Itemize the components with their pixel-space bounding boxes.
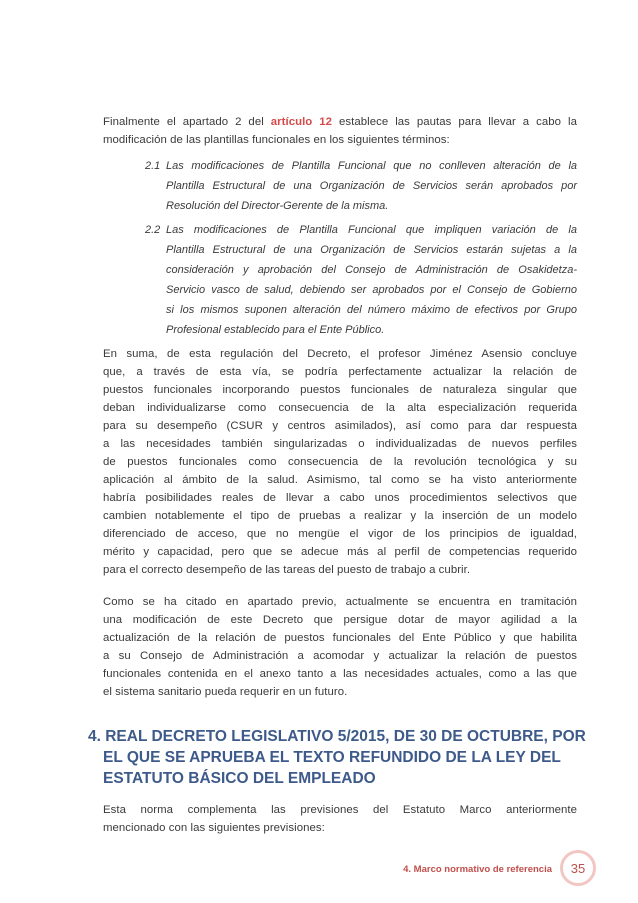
paragraph-intro <box>103 113 577 149</box>
paragraph-line: una modificación de este Decreto que persigue dotar de mayor agilidad a la <box>103 614 577 626</box>
quote-item-2-2 <box>145 220 577 340</box>
quote-line: Plantilla Estructural de una Organización de Servicios serán aprobados por <box>166 180 577 192</box>
paragraph-line: a las necesidades también singularizadas o individualizadas de nuevos perfiles <box>103 438 577 450</box>
paragraph-line: el sistema sanitario pueda requerir en un futuro. <box>103 686 348 698</box>
paragraph-line: deban individualizarse como consecuencia de la alta especialización requerida <box>103 402 577 414</box>
paragraph-line: para el correcto desempeño de las tareas del puesto de trabajo a cubrir. <box>103 564 471 576</box>
quote-item-2-1 <box>145 156 577 216</box>
quote-line: Resolución del Director-Gerente de la misma. <box>166 200 389 212</box>
heading-line: ESTATUTO BÁSICO DEL EMPLEADO <box>103 770 376 787</box>
paragraph-line: funcionales contenida en el anexo tanto a las necesidades actuales, como a las que <box>103 668 577 680</box>
paragraph-line: mérito y capacidad, pero que se adecue más al perfil de competencias requerido <box>103 546 577 558</box>
paragraph-line: que, a través de esta vía, se podría perfectamente actualizar la relación de <box>103 366 577 378</box>
section-heading <box>88 726 588 789</box>
paragraph-norma <box>103 801 577 837</box>
quote-line: Servicio vasco de salud, debiendo ser aprobados por el Consejo de Gobierno <box>166 284 577 296</box>
quote-number: 2.2 <box>145 224 161 236</box>
quote-line: Plantilla Estructural de una Organización de Servicios estarán sujetas a la <box>166 244 577 256</box>
paragraph-line: puestos funcionales incorporando puestos funcionales de naturaleza singular que <box>103 384 577 396</box>
quote-line: consideración y aprobación del Consejo de Administración de Osakidetza- <box>166 264 577 276</box>
paragraph-line: Como se ha citado en apartado previo, actualmente se encuentra en tramitación <box>103 596 577 608</box>
paragraph-line: habría posibilidades reales de llevar a cabo unos procedimientos selectivos que <box>103 492 577 504</box>
quote-line: Las modificaciones de Plantilla Funcional que no conlleven alteración de la <box>166 160 577 172</box>
footer-section-label: 4. Marco normativo de referencia <box>403 864 552 875</box>
quote-line: si los mismos suponen alteración del número máximo de efectivos por Grupo <box>166 304 577 316</box>
quote-line: Profesional establecido para el Ente Público. <box>166 324 385 336</box>
paragraph-line: diferenciado de acceso, que no mengüe el vigor de los principios de igualdad, <box>103 528 577 540</box>
paragraph-line: Finalmente el apartado 2 del artículo 12 establece las pautas para llevar a cabo la <box>103 116 577 128</box>
paragraph-summary <box>103 345 577 579</box>
quote-line: Las modificaciones de Plantilla Funcional que impliquen variación de la <box>166 224 577 236</box>
page-number-badge <box>560 850 596 886</box>
paragraph-line: cambien notablemente el tipo de pruebas a realizar y la inserción de un modelo <box>103 510 577 522</box>
quote-number: 2.1 <box>145 160 161 172</box>
article-link[interactable]: artículo 12 <box>270 116 333 128</box>
paragraph-modification <box>103 593 577 701</box>
paragraph-line: En suma, de esta regulación del Decreto, el profesor Jiménez Asensio concluye <box>103 348 577 360</box>
heading-line: 4. REAL DECRETO LEGISLATIVO 5/2015, DE 30 DE OCTUBRE, POR <box>88 728 586 745</box>
paragraph-line: para su desempeño (CSUR y centros asimilados), así como para dar respuesta <box>103 420 577 432</box>
paragraph-line: a su Consejo de Administración a acomodar y actualizar la relación de puestos <box>103 650 577 662</box>
page-number: 35 <box>570 860 586 876</box>
paragraph-line: Esta norma complementa las previsiones del Estatuto Marco anteriormente <box>103 804 577 816</box>
paragraph-line: modificación de las plantillas funcionales en los siguientes términos: <box>103 134 450 146</box>
paragraph-line: actualización de la relación de puestos funcionales del Ente Público y que habilita <box>103 632 577 644</box>
paragraph-line: aplicación al ámbito de la salud. Asimismo, tal como se ha visto anteriormente <box>103 474 577 486</box>
paragraph-line: de puestos funcionales como consecuencia de la revolución tecnológica y su <box>103 456 577 468</box>
paragraph-line: mencionado con las siguientes previsiones: <box>103 822 325 834</box>
heading-line: EL QUE SE APRUEBA EL TEXTO REFUNDIDO DE LA LEY DEL <box>103 749 561 766</box>
